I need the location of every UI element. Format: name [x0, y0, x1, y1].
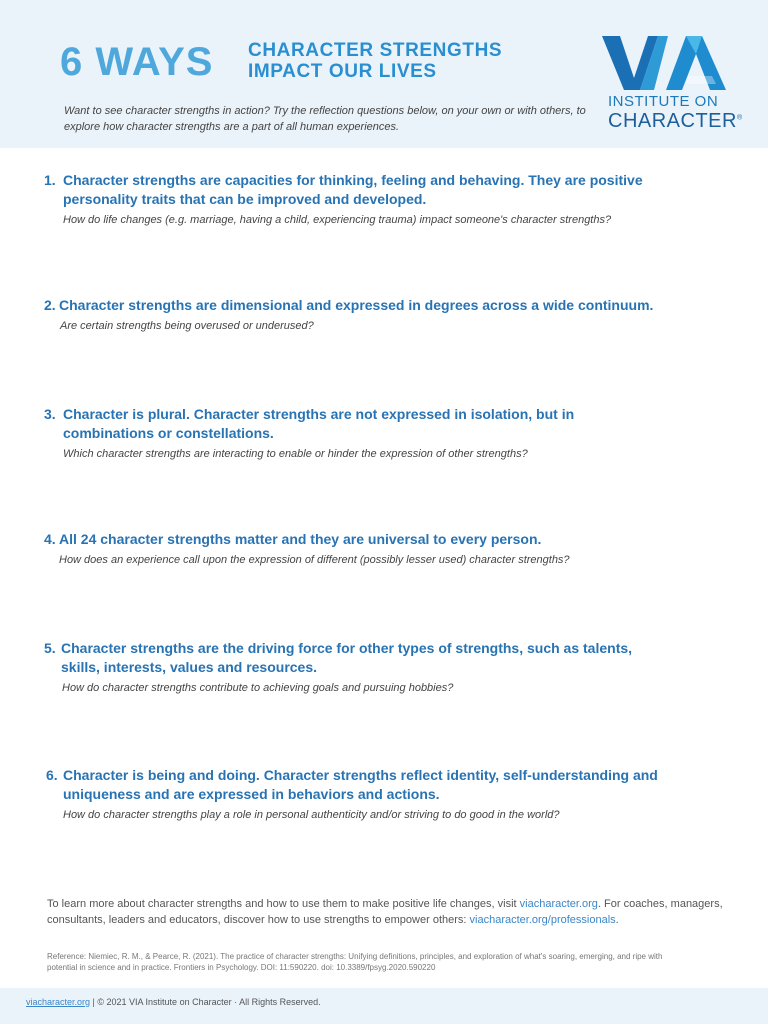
item-number: 2. — [44, 297, 56, 313]
item-question: How do life changes (e.g. marriage, having a child, experiencing trauma) impact someone's character strengths? — [63, 214, 612, 226]
footer-text-1: To learn more about character strengths and how to use them to make positive life changes, visit — [47, 898, 520, 910]
strength-item-4 — [44, 530, 734, 568]
footer-text-3: . — [615, 914, 619, 926]
footer-learn-more — [47, 896, 727, 928]
item-number: 3. — [44, 406, 56, 422]
item-statement-text: Character strengths are dimensional and expressed in degrees across a wide continuum. — [59, 297, 654, 313]
copyright-link[interactable]: viacharacter.org — [26, 997, 91, 1007]
registered-mark: ® — [736, 114, 743, 122]
item-statement — [44, 639, 734, 677]
reference-citation: Reference: Niemiec, R. M., & Pearce, R. (2021). The practice of character strengths: Unifying definitions, principles, and exploration of what's soaring, emerging, and ripe with potential in science and in practice. Frontiers in Psychology. DOI: 11:590220. doi: 10.3389/fpsyg.2020.590220 — [47, 952, 663, 972]
item-statement — [44, 171, 734, 209]
item-statement-text: All 24 character strengths matter and they are universal to every person. — [59, 531, 542, 547]
subtitle-line-2: IMPACT OUR LIVES — [248, 61, 437, 82]
via-logo — [600, 34, 743, 134]
copyright-text: | © 2021 VIA Institute on Character · All Rights Reserved. — [90, 997, 321, 1007]
logo-text-institute: INSTITUTE ON — [608, 93, 719, 110]
copyright-line — [26, 997, 321, 1007]
item-statement-text: Character is being and doing. Character strengths reflect identity, self-understanding and uniqueness and are expressed in behaviors and actions. — [63, 767, 658, 802]
page-subtitle — [248, 40, 502, 82]
item-statement-text: Character is plural. Character strengths are not expressed in isolation, but in combinations or constellations. — [63, 406, 575, 441]
viacharacter-link[interactable]: viacharacter.org — [519, 898, 598, 910]
item-question: How does an experience call upon the expression of different (possibly lesser used) character strengths? — [59, 554, 570, 566]
item-number: 6. — [46, 767, 58, 783]
via-logo-mark-icon — [600, 34, 740, 92]
intro-text: Want to see character strengths in action? Try the reflection questions below, on your own or with others, to explore how character strengths are a part of all human experiences. — [64, 105, 586, 133]
strength-item-2 — [44, 296, 734, 334]
item-question: How do character strengths contribute to achieving goals and pursuing hobbies? — [62, 682, 454, 694]
item-question: Which character strengths are interacting to enable or hinder the expression of other strengths? — [63, 448, 528, 460]
item-statement-text: Character strengths are capacities for thinking, feeling and behaving. They are positive personality traits that can be improved and developed. — [63, 172, 643, 207]
strength-item-5 — [44, 639, 734, 696]
item-number: 1. — [44, 172, 56, 188]
item-question: Are certain strengths being overused or underused? — [60, 320, 314, 332]
logo-text-character — [608, 110, 743, 133]
footer-text-2: . For coaches, managers, consultants, leaders and educators, discover how to use strengths to empower others: — [47, 898, 723, 926]
strength-item-3 — [44, 405, 734, 462]
item-statement — [44, 296, 734, 315]
item-number: 4. — [44, 531, 56, 547]
item-statement — [44, 405, 734, 443]
logo-character-word: CHARACTER — [608, 110, 737, 132]
professionals-link[interactable]: viacharacter.org/professionals — [469, 914, 616, 926]
strength-item-6 — [44, 766, 734, 823]
item-statement — [46, 766, 734, 804]
item-question: How do character strengths play a role in personal authenticity and/or striving to do good in the world? — [63, 809, 560, 821]
item-number: 5. — [44, 640, 56, 656]
item-statement — [44, 530, 734, 549]
item-statement-text: Character strengths are the driving force for other types of strengths, such as talents, skills, interests, values and resources. — [61, 640, 633, 675]
strength-item-1 — [44, 171, 734, 228]
page-title: 6 WAYS — [60, 40, 214, 84]
subtitle-line-1: CHARACTER STRENGTHS — [248, 40, 503, 61]
